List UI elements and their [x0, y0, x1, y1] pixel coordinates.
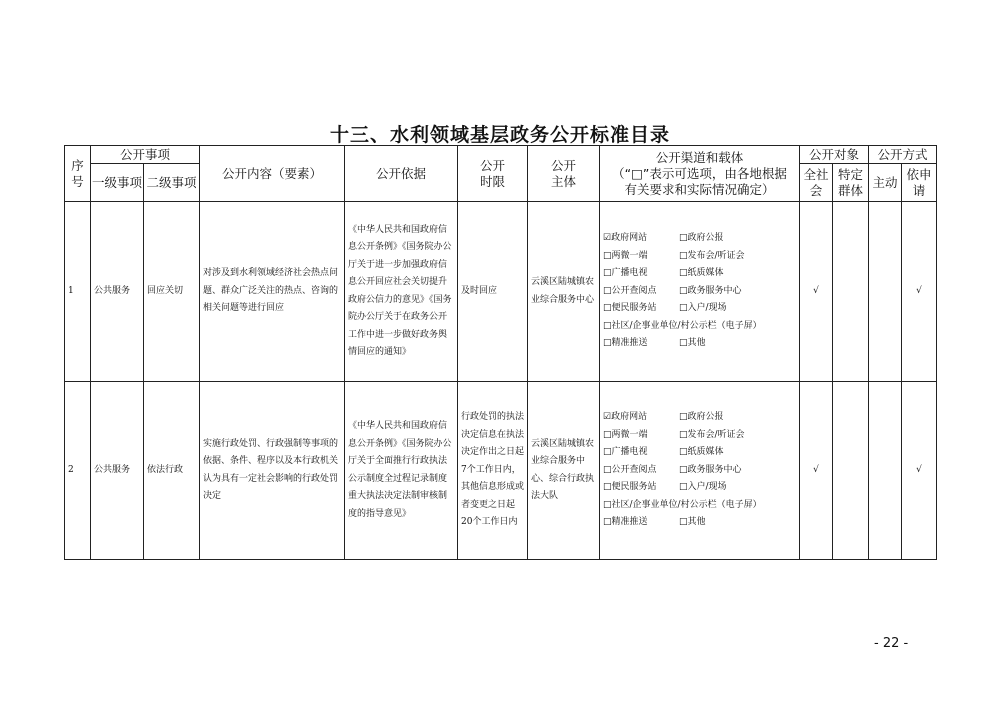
header-target-specific: 特定 群体	[833, 164, 869, 202]
channel-option: □两微一端	[603, 429, 648, 440]
header-target: 公开对象	[800, 146, 869, 164]
row-target-specific-mark	[833, 202, 869, 382]
header-index: 序 号	[65, 146, 91, 202]
row-level2: 依法行政	[144, 382, 200, 560]
channel-option: □政务服务中心	[679, 285, 742, 296]
row-mode-active-mark	[869, 202, 902, 382]
channel-option: □广播电视	[603, 268, 648, 279]
header-channel: 公开渠道和载体 （“□”表示可选项，由各地根据 有关要求和实际情况确定）	[600, 146, 800, 202]
channel-option: □入户/现场	[679, 482, 727, 493]
header-level2: 二级事项	[144, 164, 200, 202]
row-index: 1	[65, 202, 91, 382]
page-title: 十三、水利领域基层政务公开标准目录	[329, 124, 670, 146]
row-mode-request-mark: √	[902, 382, 937, 560]
header-subject: 公开 主体	[528, 146, 600, 202]
row-level1: 公共服务	[91, 202, 144, 382]
channel-option: ☑政府网站	[603, 233, 648, 244]
header-time: 公开 时限	[458, 146, 528, 202]
row-target-specific-mark	[833, 382, 869, 560]
row-level2: 回应关切	[144, 202, 200, 382]
channel-option: □社区/企事业单位/村公示栏（电子屏）	[603, 320, 762, 331]
header-mode-active: 主动	[869, 164, 902, 202]
channel-option: ☑政府网站	[603, 412, 648, 423]
channel-option: □便民服务站	[603, 303, 657, 314]
header-level1: 一级事项	[91, 164, 144, 202]
channel-option: □精准推送	[603, 338, 648, 349]
header-target-all: 全社 会	[800, 164, 833, 202]
row-index: 2	[65, 382, 91, 560]
row-mode-request-mark: √	[902, 202, 937, 382]
channel-option: □公开查阅点	[603, 464, 657, 475]
channel-option: □社区/企事业单位/村公示栏（电子屏）	[603, 499, 762, 510]
header-content: 公开内容（要素）	[200, 146, 345, 202]
row-time: 及时回应	[458, 202, 528, 382]
row-channels	[600, 202, 800, 382]
row-channels	[600, 382, 800, 560]
row-content: 对涉及到水利领域经济社会热点问题、群众广泛关注的热点、咨询的相关问题等进行回应	[200, 202, 345, 382]
channel-option: □发布会/听证会	[679, 250, 745, 261]
channel-option: □政府公报	[679, 412, 724, 423]
header-mode: 公开方式	[869, 146, 937, 164]
channel-option: □纸质媒体	[679, 447, 724, 458]
row-mode-active-mark	[869, 382, 902, 560]
table-row	[65, 202, 937, 382]
row-target-all-mark: √	[800, 382, 833, 560]
channel-option: □入户/现场	[679, 303, 727, 314]
channel-option: □公开查阅点	[603, 285, 657, 296]
row-subject: 云溪区陆城镇农业综合服务中心	[528, 202, 600, 382]
standard-catalog-table	[64, 145, 937, 560]
channel-option: □两微一端	[603, 250, 648, 261]
page-number: - 22 -	[874, 636, 909, 651]
row-basis: 《中华人民共和国政府信息公开条例》《国务院办公厅关于进一步加强政府信息公开回应社会关切提升政府公信力的意见》《国务院办公厅关于在政务公开工作中进一步做好政务舆情回应的通知》	[345, 202, 458, 382]
header-mode-request: 依申 请	[902, 164, 937, 202]
channel-option: □广播电视	[603, 447, 648, 458]
channel-option: □政务服务中心	[679, 464, 742, 475]
channel-option: □其他	[679, 517, 706, 528]
channel-option: □其他	[679, 338, 706, 349]
row-time: 行政处罚的执法决定信息在执法决定作出之日起7个工作日内，其他信息形成或者变更之日起20个工作日内	[458, 382, 528, 560]
row-basis: 《中华人民共和国政府信息公开条例》《国务院办公厅关于全面推行行政执法公示制度全过程记录制度重大执法决定法制审核制度的指导意见》	[345, 382, 458, 560]
row-content: 实施行政处罚、行政强制等事项的依据、条件、程序以及本行政机关认为具有一定社会影响的行政处罚决定	[200, 382, 345, 560]
channel-option: □便民服务站	[603, 482, 657, 493]
row-subject: 云溪区陆城镇农业综合服务中心、综合行政执法大队	[528, 382, 600, 560]
header-matter: 公开事项	[91, 146, 200, 164]
channel-option: □纸质媒体	[679, 268, 724, 279]
channel-option: □精准推送	[603, 517, 648, 528]
header-basis: 公开依据	[345, 146, 458, 202]
table-row	[65, 382, 937, 560]
channel-option: □政府公报	[679, 233, 724, 244]
row-level1: 公共服务	[91, 382, 144, 560]
channel-option: □发布会/听证会	[679, 429, 745, 440]
row-target-all-mark: √	[800, 202, 833, 382]
